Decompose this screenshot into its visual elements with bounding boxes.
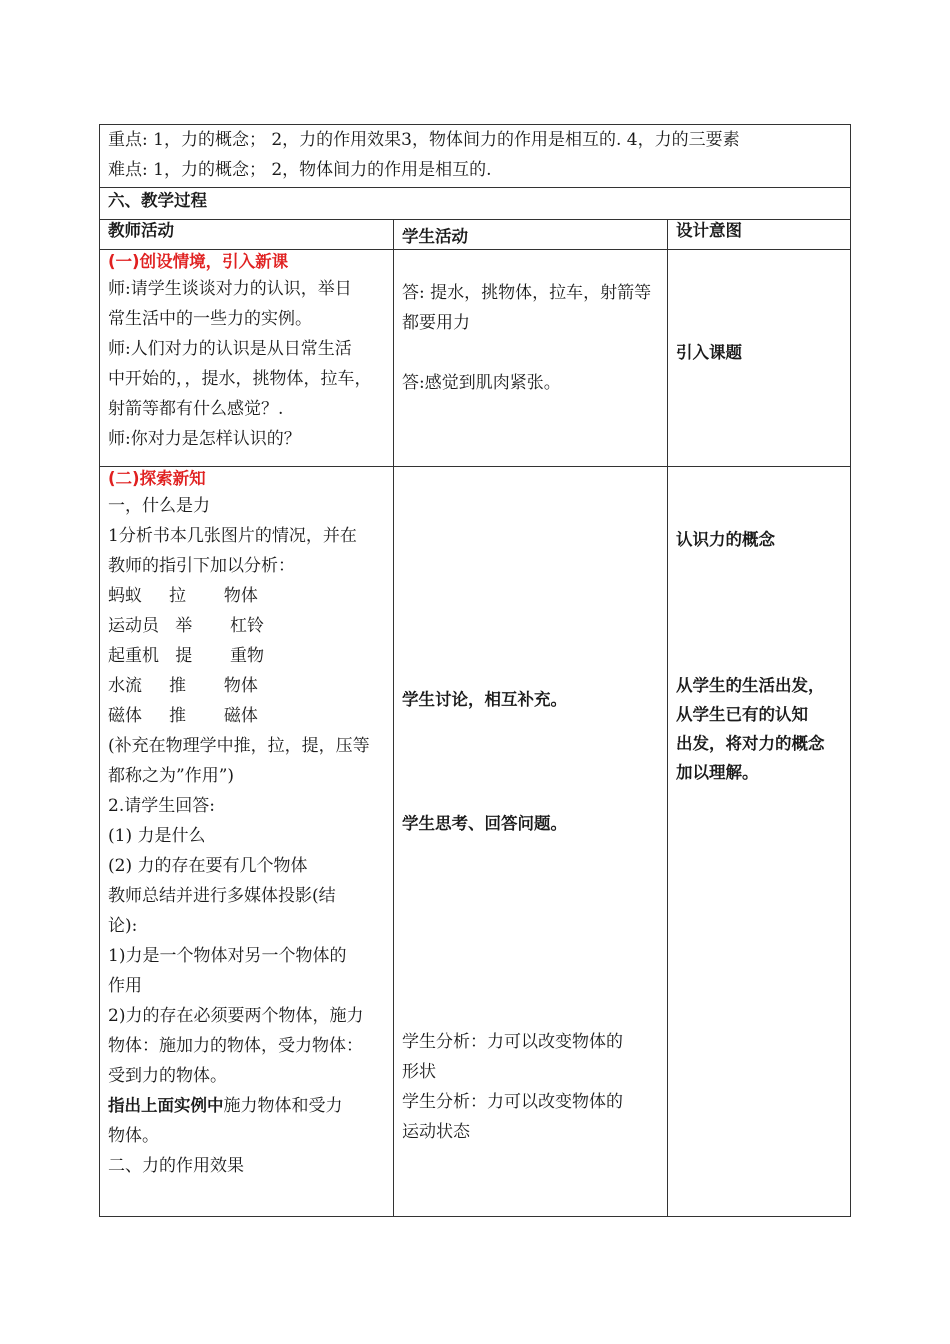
part2-teacher-line: 物体：施加力的物体，受力物体： bbox=[108, 1036, 363, 1056]
part1-student-line: 答:感觉到肌肉紧张。 bbox=[402, 373, 561, 393]
focus-section bbox=[99, 124, 851, 188]
part1-student-line: 都要用力 bbox=[402, 313, 470, 333]
part2-teacher-line: (补充在物理学中推，拉，提，压等 bbox=[108, 736, 370, 756]
part2-teacher-line: 物体。 bbox=[108, 1126, 159, 1146]
part2-teacher-line: 2.请学生回答: bbox=[108, 796, 215, 816]
part1-intent-text: 引入课题 bbox=[676, 343, 742, 362]
part2-intent bbox=[668, 467, 850, 1216]
part1-intent bbox=[668, 250, 850, 466]
part2-teacher-line: 蚂蚁 拉 物体 bbox=[108, 586, 258, 606]
part2-teacher-line: 2)力的存在必须要两个物体，施力 bbox=[108, 1006, 364, 1026]
part2-teacher-line: 运动员 举 杠铃 bbox=[108, 616, 265, 636]
intent-concept: 认识力的概念 bbox=[676, 530, 775, 549]
part2-student bbox=[394, 467, 668, 1216]
part1-student bbox=[394, 250, 668, 466]
lesson-plan-table bbox=[99, 124, 851, 1217]
part2-teacher-line: 作用 bbox=[108, 976, 142, 996]
part2-teacher-line: 教师总结并进行多媒体投影(结 bbox=[108, 886, 336, 906]
part2-teacher-line: 教师的指引下加以分析： bbox=[108, 556, 295, 576]
part1-teacher-line: 师:请学生谈谈对力的认识，举日 bbox=[108, 279, 352, 299]
part2-teacher-line: 1)力是一个物体对另一个物体的 bbox=[108, 946, 347, 966]
intent-line: 加以理解。 bbox=[676, 763, 759, 782]
header-row bbox=[99, 220, 851, 250]
intent-line: 出发，将对力的概念 bbox=[676, 734, 825, 753]
intent-line: 从学生的生活出发， bbox=[676, 676, 825, 695]
key-points: 重点: 1，力的概念； 2，力的作用效果3，物体间力的作用是相互的. 4，力的三要素 bbox=[108, 130, 740, 150]
part2-teacher-line: 都称之为”作用”) bbox=[108, 766, 235, 786]
part2-teacher-line: 受到力的物体。 bbox=[108, 1066, 227, 1086]
part1-teacher-line: 师:人们对力的认识是从日常生活 bbox=[108, 339, 352, 359]
part1-student-line: 答: 提水，挑物体，拉车，射箭等 bbox=[402, 283, 652, 303]
instruction-rest: 施力物体和受力 bbox=[223, 1096, 343, 1116]
section-title: 六、教学过程 bbox=[108, 191, 207, 210]
part1-row bbox=[99, 250, 851, 467]
intent-line: 从学生已有的认知 bbox=[676, 705, 808, 724]
part2-teacher-line: (2) 力的存在要有几个物体 bbox=[108, 856, 308, 876]
student-think: 学生思考、回答问题。 bbox=[402, 814, 567, 833]
part1-teacher-line: 师:你对力是怎样认识的？ bbox=[108, 429, 301, 449]
student-analysis-line: 学生分析：力可以改变物体的 bbox=[402, 1092, 623, 1112]
header-teacher: 教师活动 bbox=[108, 221, 174, 240]
part1-heading: (一)创设情境，引入新课 bbox=[108, 252, 289, 271]
part2-row bbox=[99, 467, 851, 1217]
part2-teacher-mixed-line bbox=[100, 1091, 393, 1121]
part2-teacher-line: 磁体 推 磁体 bbox=[108, 706, 258, 726]
part1-teacher-line: 常生活中的一些力的实例。 bbox=[108, 309, 312, 329]
header-intent: 设计意图 bbox=[676, 221, 742, 240]
part1-teacher-line: 射箭等都有什么感觉？. bbox=[108, 399, 284, 419]
part1-teacher-line: 中开始的，，提水，挑物体，拉车， bbox=[108, 369, 372, 389]
part2-teacher bbox=[100, 467, 394, 1216]
student-discuss: 学生讨论，相互补充。 bbox=[402, 690, 567, 709]
section-title-row bbox=[99, 188, 851, 220]
part2-heading: (二)探索新知 bbox=[108, 469, 206, 488]
part2-teacher-line: 二、力的作用效果 bbox=[108, 1156, 244, 1176]
student-analysis-line: 学生分析：力可以改变物体的 bbox=[402, 1032, 623, 1052]
part2-teacher-line: 1分析书本几张图片的情况，并在 bbox=[108, 526, 357, 546]
part2-teacher-line: 一，什么是力 bbox=[108, 496, 210, 516]
bold-instruction: 指出上面实例中 bbox=[108, 1096, 224, 1115]
header-student: 学生活动 bbox=[402, 227, 468, 246]
part2-teacher-line: 水流 推 物体 bbox=[108, 676, 258, 696]
student-analysis-line: 运动状态 bbox=[402, 1122, 470, 1142]
student-analysis-line: 形状 bbox=[402, 1062, 436, 1082]
part2-teacher-line: (1) 力是什么 bbox=[108, 826, 206, 846]
part2-teacher-line: 起重机 提 重物 bbox=[108, 646, 265, 666]
part2-teacher-line: 论): bbox=[108, 916, 138, 936]
difficult-points: 难点: 1，力的概念； 2，物体间力的作用是相互的. bbox=[108, 160, 492, 180]
part1-teacher bbox=[100, 250, 394, 466]
